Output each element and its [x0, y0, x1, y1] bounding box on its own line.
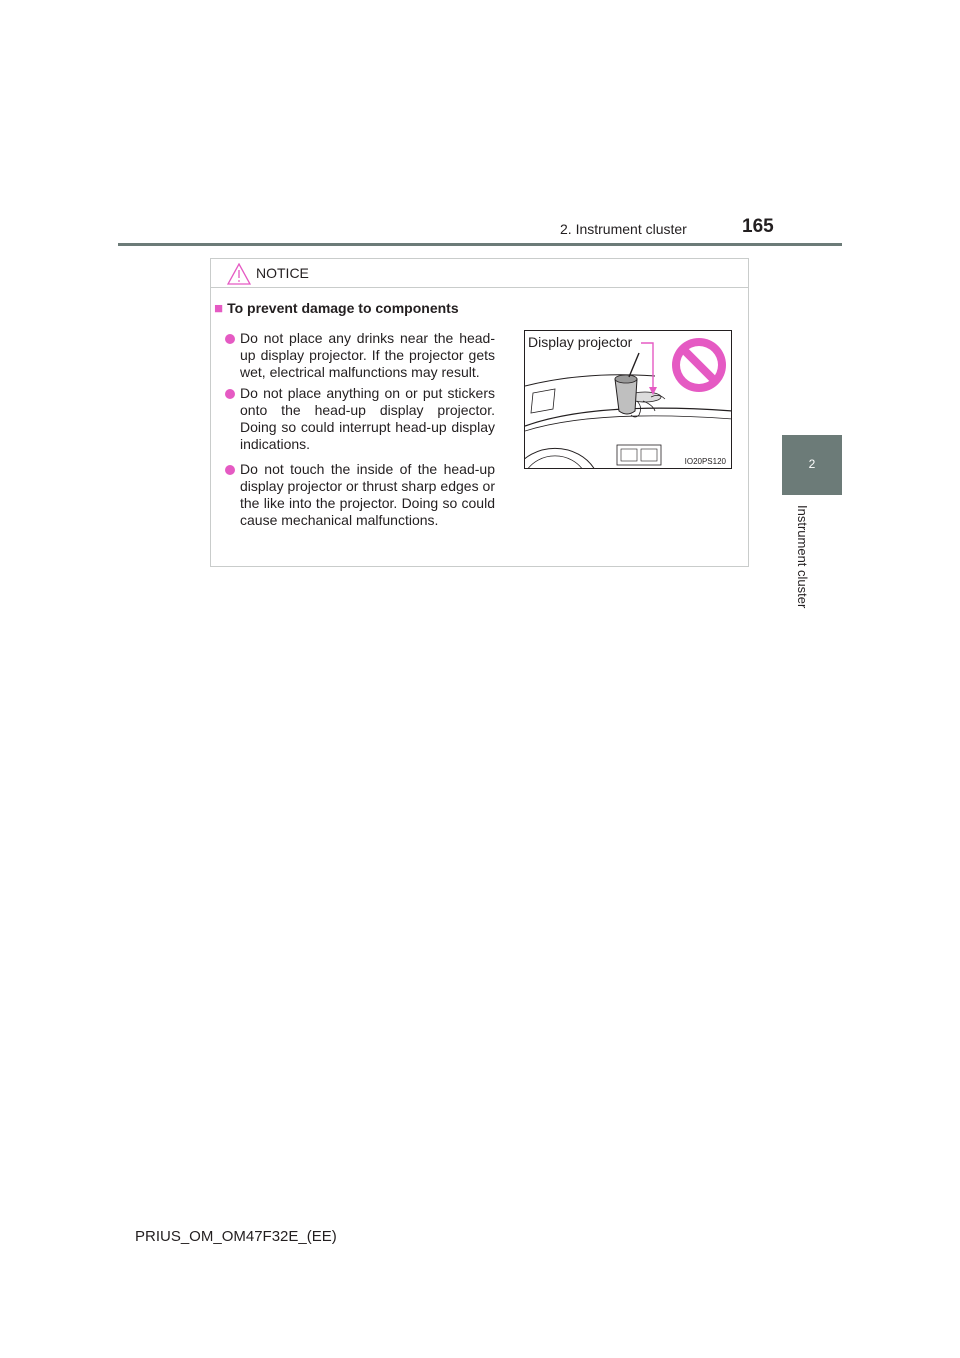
circle-bullet-icon — [225, 334, 235, 344]
list-item — [225, 461, 495, 529]
circle-bullet-icon — [225, 465, 235, 475]
list-item — [225, 385, 495, 453]
chapter-number: 2 — [808, 457, 816, 471]
header-rule — [118, 243, 842, 246]
list-item — [225, 330, 495, 381]
notice-header — [211, 259, 748, 288]
list-item-text: Do not touch the inside of the head-up display projector or thrust sharp edges or the like into the projector. Doing so could cause mechanical malfunctions. — [240, 461, 495, 528]
warning-icon — [227, 263, 251, 285]
chapter-label-wrap — [797, 505, 811, 625]
list-item-text: Do not place any drinks near the head-up display projector. If the projector gets wet, electrical malfunctions may result. — [240, 330, 495, 380]
notice-label: NOTICE — [256, 265, 309, 281]
section-title: 2. Instrument cluster — [560, 221, 687, 237]
footer-doc-id: PRIUS_OM_OM47F32E_(EE) — [135, 1228, 337, 1245]
circle-bullet-icon — [225, 389, 235, 399]
square-bullet-icon: ■ — [214, 300, 224, 317]
notice-heading-text: To prevent damage to components — [227, 300, 459, 316]
notice-heading — [214, 300, 459, 317]
page-number: 165 — [742, 216, 774, 237]
dashboard-drawing — [525, 331, 732, 469]
chapter-label: Instrument cluster — [795, 505, 810, 609]
illustration-code: IO20PS120 — [684, 457, 726, 466]
dashboard-illustration — [524, 330, 732, 469]
illustration-callout: Display projector — [528, 334, 633, 350]
chapter-tab — [782, 435, 842, 495]
list-item-text: Do not place anything on or put stickers onto the head-up display projector. Doing so could interrupt head-up display indications. — [240, 385, 495, 452]
